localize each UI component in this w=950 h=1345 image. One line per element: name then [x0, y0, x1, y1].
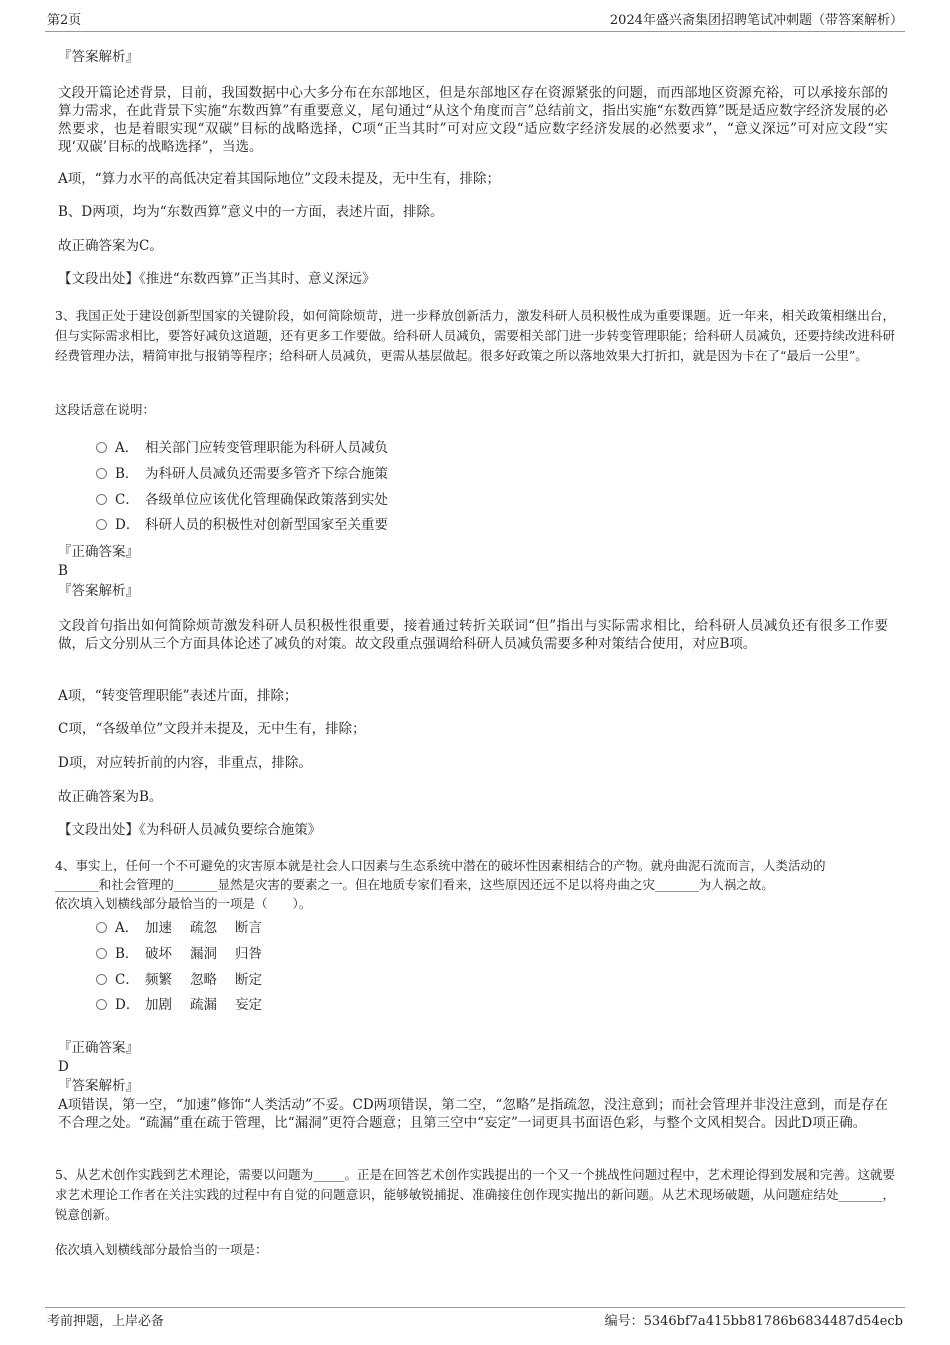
- q3-option-a[interactable]: A． 相关部门应转变管理职能为科研人员减负: [96, 439, 388, 457]
- q3-analysis-label: 『答案解析』: [58, 583, 139, 599]
- q4-option-d[interactable]: D． 加剧 疏漏 妄定: [96, 996, 262, 1014]
- document-title: 2024年盛兴斋集团招聘笔试冲刺题（带答案解析）: [609, 13, 903, 28]
- radio-icon[interactable]: [96, 999, 107, 1010]
- q3-prompt: 这段话意在说明：: [55, 402, 156, 417]
- q3-option-c[interactable]: C． 各级单位应该优化管理确保政策落到实处: [96, 491, 388, 509]
- radio-icon[interactable]: [96, 948, 107, 959]
- q3-option-d[interactable]: D． 科研人员的积极性对创新型国家至关重要: [96, 516, 388, 534]
- footer-slogan: 考前押题，上岸必备: [47, 1314, 165, 1329]
- q3-answer-label: 『正确答案』: [58, 544, 139, 560]
- q4-stem-line1: 4、事实上，任何一个不可避免的灾害原本就是社会人口因素与生态系统中潜在的破坏性因素相结合的产物。就舟曲泥石流而言，人类活动的: [55, 858, 826, 873]
- page-number: 第2页: [47, 13, 82, 28]
- radio-icon[interactable]: [96, 442, 107, 453]
- q4-option-c[interactable]: C． 频繁 忽略 断定: [96, 971, 262, 989]
- q3-option-b[interactable]: B． 为科研人员减负还需要多管齐下综合施策: [96, 465, 388, 483]
- radio-icon[interactable]: [96, 494, 107, 505]
- q4-answer: D: [58, 1059, 69, 1075]
- radio-icon[interactable]: [96, 519, 107, 530]
- q4-option-b[interactable]: B． 破坏 漏洞 归咎: [96, 945, 262, 963]
- q3-conclusion: 故正确答案为B。: [58, 789, 163, 805]
- q2-conclusion: 故正确答案为C。: [58, 238, 163, 254]
- q4-answer-label: 『正确答案』: [58, 1040, 139, 1056]
- q4-prompt: 依次填入划横线部分最恰当的一项是（ ）。: [55, 896, 312, 911]
- q2-note-bd: B、D两项，均为“东数西算”意义中的一方面，表述片面，排除。: [58, 204, 444, 220]
- q4-analysis: A项错误，第一空，“加速”修饰“人类活动”不妥。CD两项错误，第二空，“忽略”是指疏忽，没注意到；而社会管理并非没注意到，而是存在不合理之处。“疏漏”重在疏于管理，比“漏洞”更符合题意；且第三空中“妄定”一词更具书面语色彩，与整个文风相契合。因此D项正确。: [58, 1097, 888, 1131]
- header-divider: [45, 31, 905, 32]
- q2-note-a: A项，“算力水平的高低决定着其国际地位”文段未提及，无中生有，排除；: [58, 171, 501, 187]
- q3-note-d: D项，对应转折前的内容，非重点，排除。: [58, 755, 312, 771]
- q5-stem: 5、从艺术创作实践到艺术理论，需要以问题为_____。正是在回答艺术创作实践提出的一个又一个挑战性问题过程中，艺术理论得到发展和完善。这就要求艺术理论工作者在关注实践的过程中有自觉的问题意识，能够敏锐捕捉、准确接住创作现实抛出的新问题。从艺术现场破题，从问题症结处_______，锐意创新。: [55, 1167, 895, 1222]
- q3-source: 【文段出处】《为科研人员减负要综合施策》: [58, 822, 322, 838]
- q3-answer: B: [58, 563, 68, 579]
- radio-icon[interactable]: [96, 922, 107, 933]
- q4-stem-line2: _______和社会管理的_______显然是灾害的要素之一。但在地质专家们看来，这些原因还远不足以将舟曲之灾_______为人祸之故。: [55, 877, 774, 892]
- q3-note-c: C项，“各级单位”文段并未提及，无中生有，排除；: [58, 721, 366, 737]
- q2-analysis-label: 『答案解析』: [58, 49, 139, 65]
- document-id: 编号：5346bf7a415bb81786b6834487d54ecb: [604, 1314, 903, 1329]
- q3-note-a: A项，“转变管理职能”表述片面，排除；: [58, 688, 298, 704]
- q5-prompt: 依次填入划横线部分最恰当的一项是：: [55, 1242, 268, 1257]
- q3-stem: 3、我国正处于建设创新型国家的关键阶段，如何简除烦苛，进一步释放创新活力，激发科研人员积极性成为重要课题。近一年来，相关政策相继出台，但与实际需求相比，要答好减负这道题，还有更多工作要做。给科研人员减负，需要相关部门进一步转变管理职能；给科研人员减负，还要持续改进科研经费管理办法，精简审批与报销等程序；给科研人员减负，更需从基层做起。很多好政策之所以落地效果大打折扣，就是因为卡在了“最后一公里”。: [55, 308, 895, 363]
- q4-option-a[interactable]: A． 加速 疏忽 断言: [96, 919, 262, 937]
- q2-analysis: 文段开篇论述背景，目前，我国数据中心大多分布在东部地区，但是东部地区存在资源紧张的问题，而西部地区资源充裕，可以承接东部的算力需求，在此背景下实施“东数西算”有重要意义，尾句通过“从这个角度而言”总结前文，指出实施“东数西算”既是适应数字经济发展的必然要求，也是着眼实现“双碳”目标的战略选择，C项“正当其时”可对应文段“适应数字经济发展的必然要求”，“意义深远”可对应文段“实现‘双碳’目标的战略选择”，当选。: [58, 85, 888, 155]
- radio-icon[interactable]: [96, 468, 107, 479]
- radio-icon[interactable]: [96, 974, 107, 985]
- footer-divider: [45, 1307, 905, 1308]
- q3-analysis: 文段首句指出如何简除烦苛激发科研人员积极性很重要，接着通过转折关联词“但”指出与实际需求相比，给科研人员减负还有很多工作要做，后文分别从三个方面具体论述了减负的对策。故文段重点强调给科研人员减负需要多种对策结合使用，对应B项。: [58, 618, 888, 652]
- q2-source: 【文段出处】《推进“东数西算”正当其时、意义深远》: [58, 271, 376, 287]
- q4-analysis-label: 『答案解析』: [58, 1078, 139, 1094]
